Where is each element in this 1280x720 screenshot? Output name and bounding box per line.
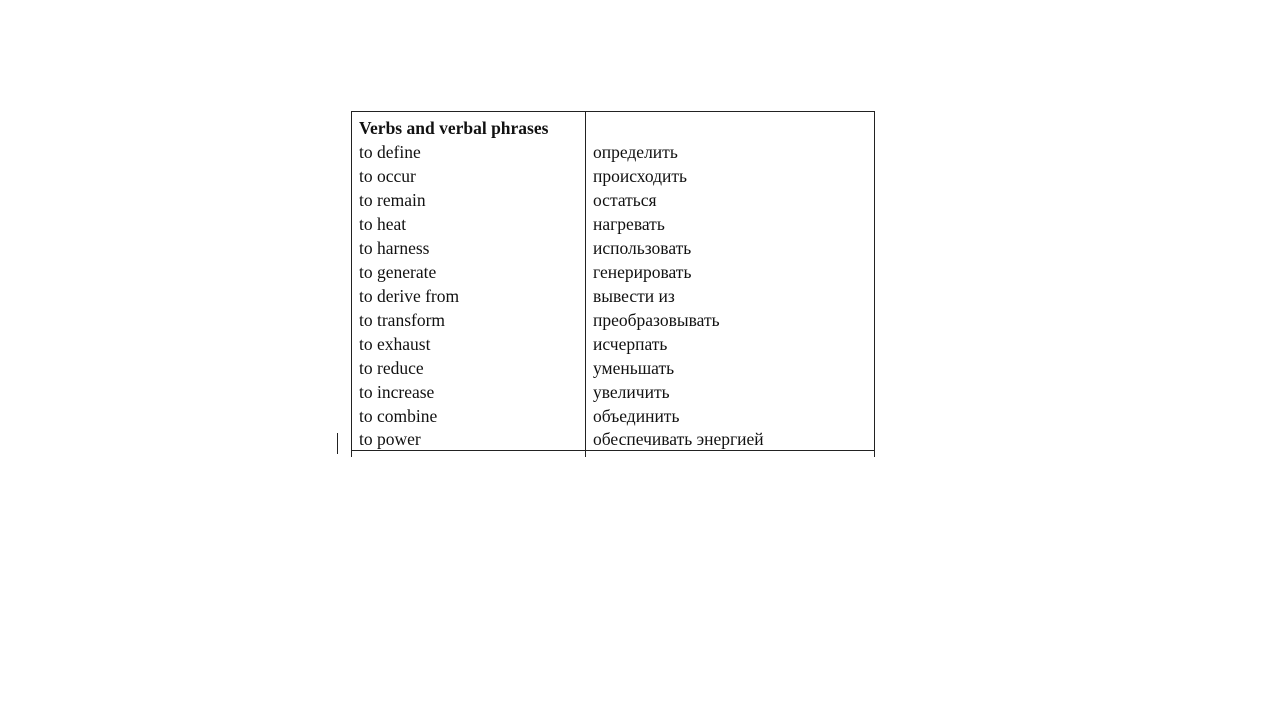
table-row: [352, 140, 875, 164]
table-row: [352, 380, 875, 404]
table-row: [352, 356, 875, 380]
russian-translation: обеспечивать энергией: [586, 428, 875, 451]
english-term: to power: [352, 428, 586, 451]
table-row: [352, 236, 875, 260]
table-row: [352, 188, 875, 212]
russian-translation: объединить: [586, 404, 875, 428]
english-term: to reduce: [352, 356, 586, 380]
russian-translation: определить: [586, 140, 875, 164]
english-term: to combine: [352, 404, 586, 428]
english-term: to generate: [352, 260, 586, 284]
table-row: [352, 428, 875, 451]
russian-translation: увеличить: [586, 380, 875, 404]
text-cursor: [337, 433, 338, 454]
table-row: [352, 404, 875, 428]
vocabulary-table: [351, 111, 875, 457]
table-row: [352, 284, 875, 308]
russian-translation: преобразовывать: [586, 308, 875, 332]
english-term: to remain: [352, 188, 586, 212]
header-cell-verbs: Verbs and verbal phrases: [352, 112, 586, 141]
english-term: to derive from: [352, 284, 586, 308]
header-cell-translation: [586, 112, 875, 141]
russian-translation: нагревать: [586, 212, 875, 236]
russian-translation: уменьшать: [586, 356, 875, 380]
russian-translation: использовать: [586, 236, 875, 260]
table-row: [352, 212, 875, 236]
table-row: [352, 164, 875, 188]
russian-translation: генерировать: [586, 260, 875, 284]
russian-translation: исчерпать: [586, 332, 875, 356]
russian-translation: вывести из: [586, 284, 875, 308]
table-row: [352, 260, 875, 284]
russian-translation: остаться: [586, 188, 875, 212]
table-row: [352, 332, 875, 356]
english-term: to transform: [352, 308, 586, 332]
empty-cell: [352, 451, 586, 458]
english-term: to exhaust: [352, 332, 586, 356]
table-row: [352, 308, 875, 332]
english-term: to increase: [352, 380, 586, 404]
english-term: to harness: [352, 236, 586, 260]
empty-cell: [586, 451, 875, 458]
english-term: to occur: [352, 164, 586, 188]
table-row-partial: [352, 451, 875, 458]
english-term: to define: [352, 140, 586, 164]
table-header-row: [352, 112, 875, 141]
russian-translation: происходить: [586, 164, 875, 188]
english-term: to heat: [352, 212, 586, 236]
